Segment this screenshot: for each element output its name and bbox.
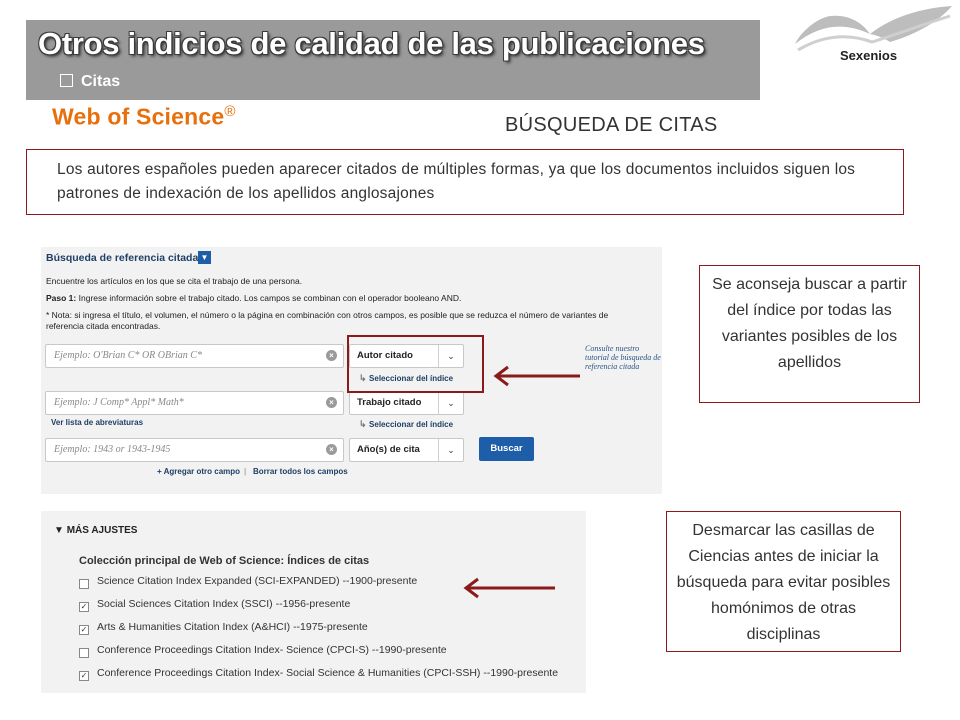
checkbox-cpci-ssh[interactable]: ✓ xyxy=(80,671,88,680)
index-label-ssci: Social Sciences Citation Index (SSCI) --1956-presente xyxy=(97,598,351,610)
wos-logo-text: Web of Science xyxy=(52,103,225,130)
add-field-link[interactable]: + Agregar otro campo xyxy=(157,467,241,476)
tip-index-text: Se aconseja buscar a partir del índice por todas las variantes posibles de los apellidos xyxy=(712,276,907,371)
clear-icon[interactable]: × xyxy=(326,444,337,455)
chevron-down-icon: ⌄ xyxy=(438,392,463,414)
chevron-down-icon[interactable]: ▼ xyxy=(198,251,211,264)
corner-arrow-icon: ↳ xyxy=(359,373,370,383)
triangle-down-icon: ▼ xyxy=(54,525,67,536)
field-select-label: Autor citado xyxy=(357,350,413,361)
index-label-cpci-ssh: Conference Proceedings Citation Index- Social Science & Humanities (CPCI-SSH) --1990-presente xyxy=(97,667,559,679)
search-button[interactable]: Buscar xyxy=(479,437,534,461)
step-label: Paso 1: xyxy=(46,293,77,303)
cited-work-input[interactable] xyxy=(45,391,344,415)
settings-panel xyxy=(41,511,586,693)
chevron-down-icon: ⌄ xyxy=(438,439,463,461)
form-intro: Encuentre los artículos en los que se cita el trabajo de una persona. xyxy=(46,276,303,286)
clear-icon[interactable]: × xyxy=(326,397,337,408)
select-from-index-link-2[interactable] xyxy=(359,419,453,430)
highlight-frame xyxy=(347,335,484,393)
field-select-label: Año(s) de cita xyxy=(357,444,420,455)
info-text: Los autores españoles pueden aparecer citados de múltiples formas, ya que los documentos incluidos siguen los patrones de indexación de los apellidos anglosajones xyxy=(57,161,856,202)
collection-title: Colección principal de Web of Science: Índices de citas xyxy=(79,555,370,567)
chevron-down-icon: ⌄ xyxy=(438,345,463,367)
field-select-year[interactable] xyxy=(349,438,464,462)
tip-box-index xyxy=(699,265,920,403)
abbreviations-link[interactable]: Ver lista de abreviaturas xyxy=(51,418,144,427)
form-step xyxy=(46,293,461,303)
select-from-index-label: Seleccionar del índice xyxy=(369,420,454,429)
cited-work-placeholder: Ejemplo: J Comp* Appl* Math* xyxy=(54,397,184,408)
checkbox-ahci[interactable]: ✓ xyxy=(80,625,88,634)
corner-arrow-icon: ↳ xyxy=(359,419,370,429)
wos-logo xyxy=(52,103,236,131)
settings-toggle[interactable] xyxy=(54,525,137,536)
index-label-ahci: Arts & Humanities Citation Index (A&HCI) --1975-presente xyxy=(97,621,368,633)
cited-author-input[interactable] xyxy=(45,344,344,368)
slide-title: Otros indicios de calidad de las publicaciones xyxy=(38,26,705,61)
tutorial-link[interactable]: Consulte nuestro tutorial de búsqueda de referencia citada xyxy=(585,344,661,371)
form-note-line2: referencia citada encontradas. xyxy=(46,321,161,331)
subtitle-label: Citas xyxy=(81,73,121,90)
section-title: BÚSQUEDA DE CITAS xyxy=(505,114,718,136)
index-label-sci-expanded: Science Citation Index Expanded (SCI-EXPANDED) --1900-presente xyxy=(97,575,418,587)
step-text: Ingrese información sobre el trabajo citado. Los campos se combinan con el operador booleano AND. xyxy=(78,293,462,303)
cited-year-placeholder: Ejemplo: 1943 or 1943-1945 xyxy=(54,444,171,455)
field-select-label: Trabajo citado xyxy=(357,397,422,408)
slide-subtitle xyxy=(60,73,120,91)
index-label-cpci-s: Conference Proceedings Citation Index- Science (CPCI-S) --1990-presente xyxy=(97,644,447,656)
tip-uncheck-text: Desmarcar las casillas de Ciencias antes de iniciar la búsqueda para evitar posibles homónimos de otras disciplinas xyxy=(676,522,891,643)
checkbox-cpci-s[interactable] xyxy=(79,648,89,658)
link-separator: | xyxy=(244,466,247,476)
tip-box-uncheck xyxy=(666,511,901,652)
cited-year-input[interactable] xyxy=(45,438,344,462)
settings-title: MÁS AJUSTES xyxy=(66,525,138,536)
header-banner xyxy=(26,20,760,100)
wos-logo-mark: ® xyxy=(224,103,236,120)
logo-text: Sexenios xyxy=(840,48,898,63)
arrow-left-icon xyxy=(462,576,557,600)
field-select-work[interactable] xyxy=(349,391,464,415)
arrow-left-icon xyxy=(492,364,582,388)
checkbox-sci-expanded[interactable] xyxy=(79,579,89,589)
clear-fields-link[interactable]: Borrar todos los campos xyxy=(253,467,348,476)
clear-icon[interactable]: × xyxy=(326,350,337,361)
info-box xyxy=(26,149,904,215)
checkbox-ssci[interactable]: ✓ xyxy=(80,602,88,611)
cited-author-placeholder: Ejemplo: O'Brian C* OR OBrian C* xyxy=(54,350,202,361)
select-from-index-label: Seleccionar del índice xyxy=(369,374,454,383)
form-note-line1: * Nota: si ingresa el título, el volumen, el número o la página en combinación con otros campos, es posible que se reduzca el número de variantes de xyxy=(46,310,609,320)
form-title: Búsqueda de referencia citada xyxy=(46,252,199,264)
bullet-box-icon xyxy=(60,74,73,87)
